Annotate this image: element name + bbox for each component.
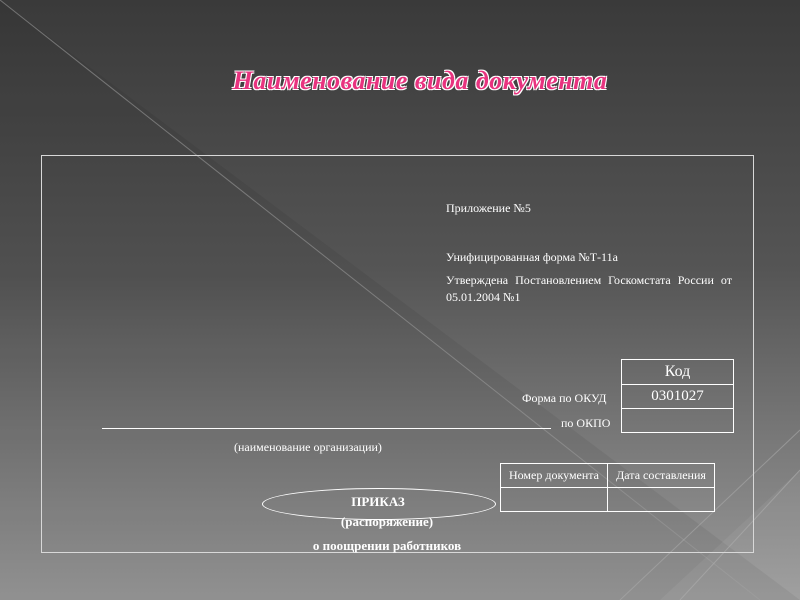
okpo-label: по ОКПО [561,416,611,430]
slide-title: Наименование вида документа [232,66,608,95]
document-table [500,463,715,512]
code-header: Код [622,360,734,385]
organization-caption: (наименование организации) [234,440,382,454]
okpo-code-cell [622,409,734,433]
appendix-label: Приложение №5 [446,201,531,215]
code-table [621,359,734,433]
date-cell [608,488,715,512]
doc-number-header: Номер документа [501,464,608,488]
approval-text: Утверждена Постановлением Госкомстата России от 05.01.2004 №1 [446,273,732,304]
date-header: Дата составления [608,464,715,488]
order-subtitle: (распоряжение) [340,514,434,529]
okud-code-cell: 0301027 [622,385,734,409]
unified-form-label: Унифицированная форма №Т-11а [446,250,618,264]
order-subject: о поощрении работников [312,538,462,553]
doc-number-cell [501,488,608,512]
organization-name-line [102,428,551,429]
order-title: ПРИКАЗ [351,494,405,509]
okud-label: Форма по ОКУД [522,391,607,405]
